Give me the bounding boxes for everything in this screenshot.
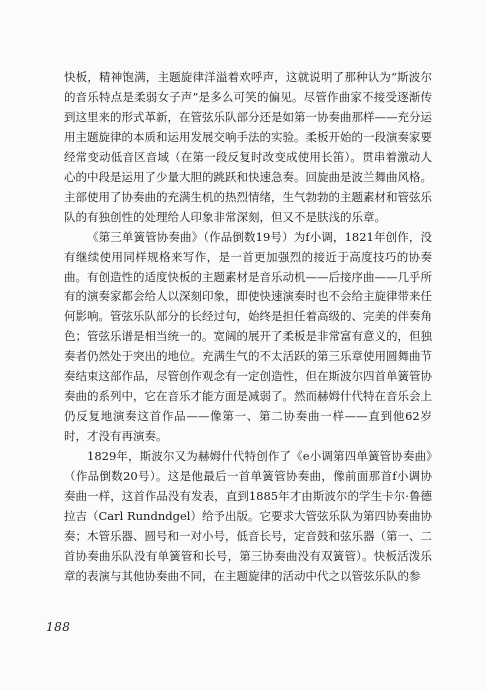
body-text [64,68,432,587]
paragraph-3: 1829年，斯波尔又为赫姆什代特创作了《e小调第四单簧管协奏曲》（作品倒数20号）。这是他最后一首单簧管协奏曲，像前面那首f小调协奏曲一样，这首作品没有发表，直到1885年才由斯波尔的学生卡尔·鲁德拉吉（Carl Rundndgel）给予出版。它要求大管弦乐队为第四协奏曲协奏；木管乐器、圆号和一对小号，低音长号，定音鼓和弦乐器（第一、二首协奏曲乐队没有单簧管和长号，第三协奏曲没有双簧管）。快板活泼乐章的表演与其他协奏曲不同，在主题旋律的活动中代之以管弦乐队的参 [64,449,432,583]
paragraph-1: 快板，精神饱满，主题旋律洋溢着欢呼声，这就说明了那种认为“斯波尔的音乐特点是柔弱女子声”是多么可笑的偏见。尽管作曲家不接受逐渐传到这里来的形式革新，在管弦乐队部分还是如第一协奏曲那样——充分运用主题旋律的本质和运用发展交响手法的实验。柔板开始的一段演奏家要经常变动低音区音域（在第一段反复时改变成使用长笛）。贯串着激动人心的中段是运用了少量大胆的跳跃和快速急奏。回旋曲是波兰舞曲风格。主部使用了协奏曲的充满生机的热烈情绪，生气勃勃的主题素材和管弦乐队的有独创性的处理给人印象非常深刻，但又不是肤浅的乐章。 [64,70,432,224]
paragraph-2: 《第三单簧管协奏曲》（作品倒数19号）为f小调，1821年创作，没有继续使用同样规格来写作，是一首更加强烈的接近于高度技巧的协奏曲。有创造性的适度快板的主题素材是音乐动机——后接序曲——几乎所有的演奏家都会给人以深刻印象，即使快速演奏时也不会给主旋律带来任何影响。管弦乐队部分的长经过句，始终是担任着高级的、完美的伴奏角色；管弦乐谱是相当统一的。宽阔的展开了柔板是非常富有意义的，但独奏者仍然处于突出的地位。充满生气的不太活跃的第三乐章使用圆舞曲节奏结束这部作品，尽管创作观念有一定创造性，但在斯波尔四首单簧管协奏曲的系列中，它在音乐才能方面是减弱了。然而赫姆什代特在音乐会上仍反复地演奏这首作品——像第一、第二协奏曲一样——直到他62岁时，才没有再演奏。 [64,229,432,444]
page-number: 188 [46,620,71,634]
